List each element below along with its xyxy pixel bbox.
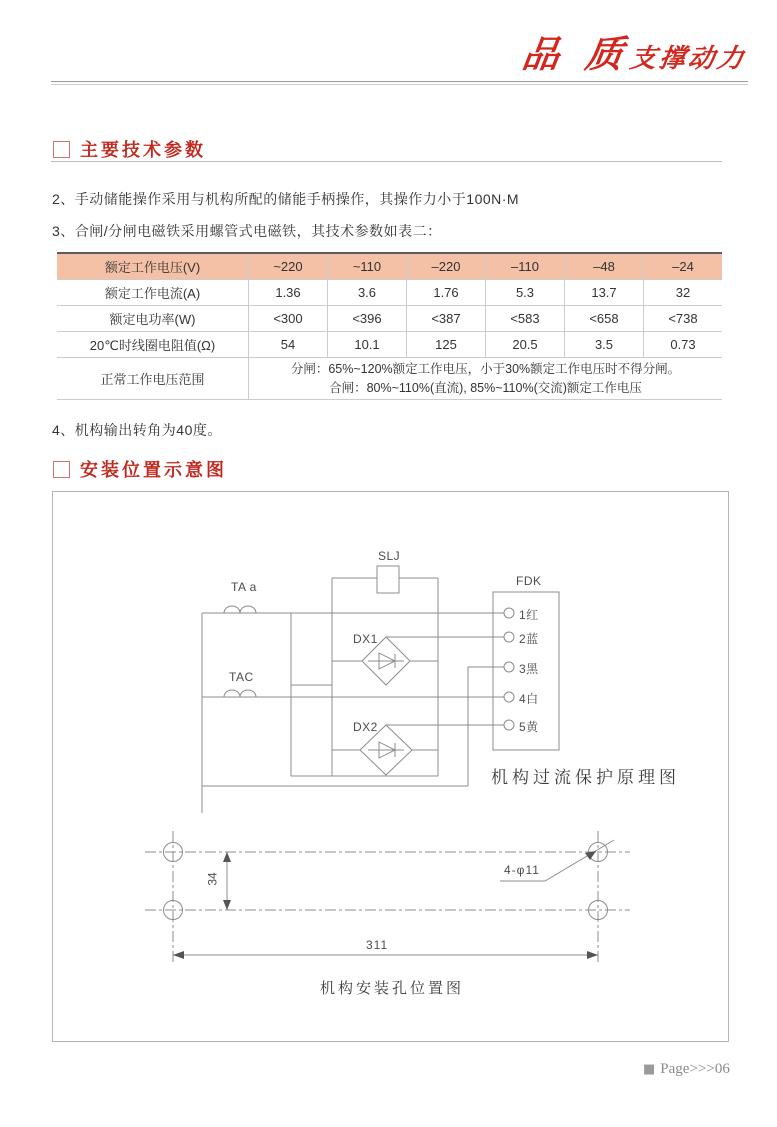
table-cell: 54 xyxy=(248,332,327,358)
dimension-311: 311 xyxy=(366,938,389,952)
table-header-cell: –110 xyxy=(485,254,564,280)
table-cell: 3.5 xyxy=(564,332,643,358)
ta-a-coil-icon xyxy=(224,606,256,613)
circuit-lines xyxy=(202,578,504,813)
table-cell: <658 xyxy=(564,306,643,332)
terminal-label-5: 5黄 xyxy=(519,720,539,734)
paragraph-item4: 4、机构输出转角为40度。 xyxy=(52,422,222,438)
label-tac: TAC xyxy=(229,670,254,684)
header-divider xyxy=(51,81,748,85)
table-cell: 5.3 xyxy=(485,280,564,306)
table-cell: <300 xyxy=(248,306,327,332)
label-ta-a: TA a xyxy=(231,580,257,594)
terminal-circle xyxy=(504,608,514,618)
voltage-range-line1: 分闸：65%~120%额定工作电压，小于30%额定工作电压时不得分闸。 xyxy=(290,361,681,376)
tac-coil-icon xyxy=(224,690,256,697)
table-cell: <396 xyxy=(327,306,406,332)
section-title-parameters xyxy=(53,136,206,162)
table-row-label: 额定电功率(W) xyxy=(57,306,248,332)
label-fdk: FDK xyxy=(516,574,542,588)
voltage-range-line2: 合闸：80%~110%(直流), 85%~110%(交流)额定工作电压 xyxy=(329,380,642,395)
table-cell: 20.5 xyxy=(485,332,564,358)
section-title-installation xyxy=(53,456,227,482)
table-cell: 10.1 xyxy=(327,332,406,358)
table-cell: 0.73 xyxy=(643,332,722,358)
table-cell: 13.7 xyxy=(564,280,643,306)
table-header-cell: –220 xyxy=(406,254,485,280)
dimension-34: 34 xyxy=(205,872,220,886)
table-header-cell: ~220 xyxy=(248,254,327,280)
table-cell: 125 xyxy=(406,332,485,358)
footer-square-icon: ■ xyxy=(643,1062,656,1077)
table-cell: <583 xyxy=(485,306,564,332)
section-divider xyxy=(51,161,722,162)
section-square-icon xyxy=(53,461,70,478)
table-header-cell: –48 xyxy=(564,254,643,280)
brand-slogan-large: 品 质 xyxy=(519,34,634,75)
table-cell: 3.6 xyxy=(327,280,406,306)
terminal-label-1: 1红 xyxy=(519,608,539,622)
table-cell: <738 xyxy=(643,306,722,332)
dimension-4-phi-11: 4-φ11 xyxy=(504,863,540,877)
page-number: Page>>>06 xyxy=(660,1061,730,1077)
terminal-circle xyxy=(504,662,514,672)
brand-slogan-small: 支撑动力 xyxy=(627,43,749,73)
table-header-cell: ~110 xyxy=(327,254,406,280)
paragraph-item2: 2、手动储能操作采用与机构所配的储能手柄操作，其操作力小于100N·M xyxy=(52,191,520,207)
section-title-text: 主要技术参数 xyxy=(80,140,206,160)
table-cell: 32 xyxy=(643,280,722,306)
terminal-circle xyxy=(504,720,514,730)
table-header-cell: –24 xyxy=(643,254,722,280)
section-square-icon xyxy=(53,141,70,158)
label-dx1: DX1 xyxy=(353,632,378,646)
table-cell-voltage-range xyxy=(248,358,722,400)
table-row-label: 正常工作电压范围 xyxy=(57,358,248,400)
terminal-label-4: 4白 xyxy=(519,692,539,706)
terminal-label-3: 3黑 xyxy=(519,662,539,676)
table-cell: <387 xyxy=(406,306,485,332)
table-row-label: 20℃时线圈电阻值(Ω) xyxy=(57,332,248,358)
terminal-label-2: 2蓝 xyxy=(519,632,539,646)
caption-mounting-diagram: 机构安装孔位置图 xyxy=(320,980,465,997)
table-row-header-label: 额定工作电压(V) xyxy=(57,254,248,280)
terminal-circle xyxy=(504,632,514,642)
page-footer xyxy=(643,1061,730,1078)
slj-relay-box xyxy=(377,566,399,593)
table-row-label: 额定工作电流(A) xyxy=(57,280,248,306)
brand-slogan xyxy=(519,24,751,78)
paragraph-item3: 3、合闸/分闸电磁铁采用螺管式电磁铁，其技术参数如表二： xyxy=(52,223,442,239)
table-cell: 1.76 xyxy=(406,280,485,306)
terminal-circle xyxy=(504,692,514,702)
section-title-text: 安装位置示意图 xyxy=(80,460,227,480)
caption-circuit-diagram: 机构过流保护原理图 xyxy=(491,768,680,787)
label-slj: SLJ xyxy=(378,549,401,563)
parameters-table xyxy=(57,252,722,400)
label-dx2: DX2 xyxy=(353,720,378,734)
table-cell: 1.36 xyxy=(248,280,327,306)
